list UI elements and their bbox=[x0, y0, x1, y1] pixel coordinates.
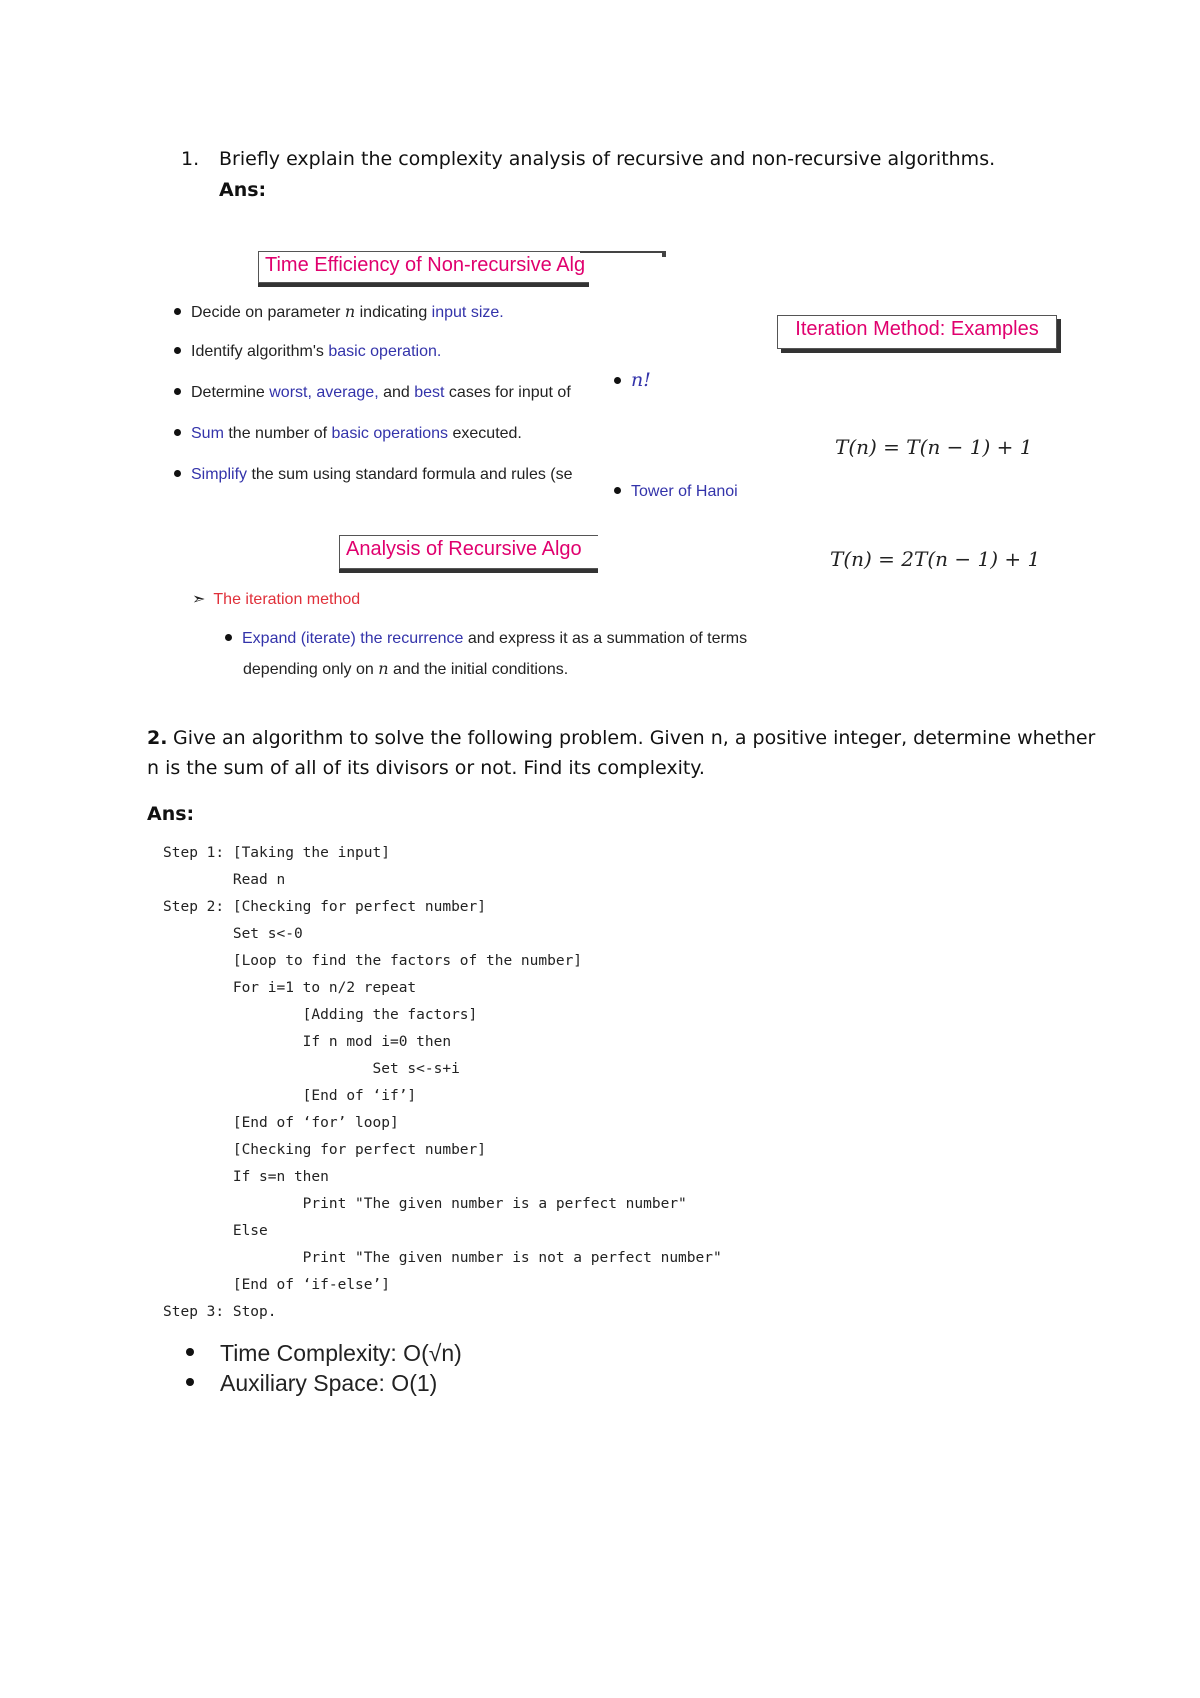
bullet-icon bbox=[614, 487, 621, 494]
iteration-example-1 bbox=[614, 369, 651, 391]
code-line: Step 2: [Checking for perfect number] bbox=[163, 899, 487, 915]
iteration-example-2 bbox=[614, 483, 738, 501]
code-line: Set s<-s+i bbox=[163, 1061, 460, 1077]
nonrec-title-box bbox=[258, 251, 589, 283]
auxiliary-space: Auxiliary Space: O(1) bbox=[186, 1368, 462, 1398]
complexity-list bbox=[186, 1338, 462, 1398]
q2-question-line-2: n is the sum of all of its divisors or not. Find its complexity. bbox=[147, 757, 705, 779]
code-line: If s=n then bbox=[163, 1169, 329, 1185]
rec-desc-line-1: Expand (iterate) the recurrence and express it as a summation of terms bbox=[225, 624, 747, 654]
rec-title: Analysis of Recursive Algo bbox=[346, 538, 582, 560]
nonrec-corner-tick bbox=[662, 251, 666, 257]
code-line: Step 3: Stop. bbox=[163, 1304, 277, 1320]
code-line: [End of ‘if’] bbox=[163, 1088, 417, 1104]
q1-number: 1. bbox=[181, 148, 200, 170]
rec-title-box bbox=[339, 535, 598, 569]
iteration-equation-2: T(n) = 2T(n − 1) + 1 bbox=[830, 547, 1041, 571]
nonrec-item-5: Simplify the sum using standard formula and rules (se bbox=[174, 466, 586, 507]
code-line: Set s<-0 bbox=[163, 926, 303, 942]
iteration-equation-1: T(n) = T(n − 1) + 1 bbox=[835, 435, 1033, 459]
code-line: [Adding the factors] bbox=[163, 1007, 478, 1023]
q2-ans-label: Ans: bbox=[147, 803, 195, 825]
bullet-icon bbox=[174, 347, 181, 354]
bullet-icon bbox=[225, 634, 232, 641]
code-line: Step 1: [Taking the input] bbox=[163, 845, 390, 861]
code-line: For i=1 to n/2 repeat bbox=[163, 980, 417, 996]
iteration-title: Iteration Method: Examples bbox=[795, 318, 1039, 340]
q2-number: 2. bbox=[147, 727, 168, 749]
code-line: [End of ‘for’ loop] bbox=[163, 1115, 399, 1131]
nonrec-corner bbox=[580, 251, 666, 253]
q1-ans-label: Ans: bbox=[219, 179, 267, 201]
bullet-icon bbox=[174, 429, 181, 436]
code-line: Print "The given number is a perfect number" bbox=[163, 1196, 687, 1212]
nonrec-title: Time Efficiency of Non-recursive Alg bbox=[265, 254, 586, 276]
bullet-icon bbox=[186, 1348, 194, 1356]
code-line: If n mod i=0 then bbox=[163, 1034, 452, 1050]
bullet-icon bbox=[614, 377, 621, 384]
code-line: [Checking for perfect number] bbox=[163, 1142, 487, 1158]
example-label-factorial: n! bbox=[631, 369, 651, 391]
arrow-bullet-icon: ➣ bbox=[192, 591, 206, 608]
rec-desc-line-2: depending only on n and the initial conditions. bbox=[243, 659, 569, 678]
code-line: Else bbox=[163, 1223, 268, 1239]
nonrec-item-2: Identify algorithm's basic operation. bbox=[174, 343, 586, 384]
code-line: Read n bbox=[163, 872, 286, 888]
bullet-icon bbox=[174, 308, 181, 315]
time-complexity: Time Complexity: O(√n) bbox=[186, 1338, 462, 1368]
code-line: Print "The given number is not a perfect number" bbox=[163, 1250, 722, 1266]
q1-question: Briefly explain the complexity analysis of recursive and non-recursive algorithms. bbox=[219, 148, 996, 170]
algorithm-code bbox=[163, 840, 722, 1326]
nonrec-list bbox=[174, 302, 586, 507]
nonrec-item-3: Determine worst, average, and best cases for input of bbox=[174, 384, 586, 425]
bullet-icon bbox=[174, 470, 181, 477]
code-line: [Loop to find the factors of the number] bbox=[163, 953, 583, 969]
example-label-hanoi: Tower of Hanoi bbox=[631, 483, 738, 500]
bullet-icon bbox=[186, 1378, 194, 1386]
bullet-icon bbox=[174, 388, 181, 395]
nonrec-item-1: Decide on parameter n indicating input size. bbox=[174, 302, 586, 343]
code-line: [End of ‘if-else’] bbox=[163, 1277, 390, 1293]
rec-description bbox=[225, 624, 747, 685]
nonrec-item-4: Sum the number of basic operations executed. bbox=[174, 425, 586, 466]
q2-question-line-1: Give an algorithm to solve the following problem. Given n, a positive integer, determine whether bbox=[173, 727, 1096, 749]
iteration-title-box bbox=[777, 315, 1057, 349]
rec-method: ➣ The iteration method bbox=[192, 591, 361, 608]
